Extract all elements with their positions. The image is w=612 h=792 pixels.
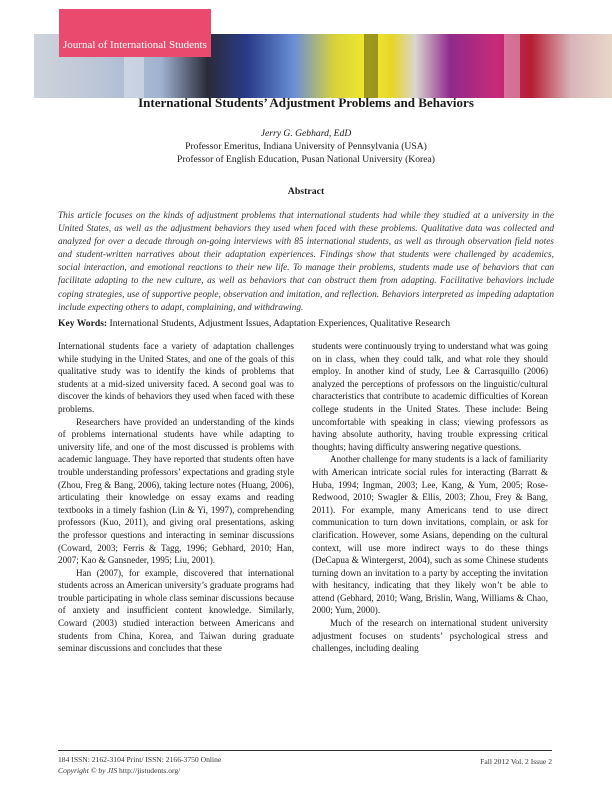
keywords-list: International Students, Adjustment Issues, Adaptation Experiences, Qualitative Research xyxy=(109,318,451,329)
author-name: Jerry G. Gebhard, EdD xyxy=(260,128,352,139)
abstract-heading: Abstract xyxy=(287,186,325,197)
keywords-label: Key Words: xyxy=(58,318,108,329)
banner-fabric-fold xyxy=(364,34,378,98)
copyright-text: Copyright © by JIS xyxy=(58,766,118,775)
body-paragraph: Han (2007), for example, discovered that international students across an American university’s graduate programs had trouble participating in whole class seminar discussions because of anxiety and insufficient content knowledge. Similarly, Coward (2003) studied interaction between Americans and students from China, Korea, and Taiwan during graduate seminar discussions and concludes that these xyxy=(58,567,294,654)
body-column-left xyxy=(58,340,294,655)
footer-copyright xyxy=(58,766,180,775)
journal-name: Journal of International Students xyxy=(63,39,207,51)
footer-issn: 184 ISSN: 2162-3104 Print/ ISSN: 2166-3750 Online xyxy=(58,755,222,764)
body-paragraph: students were continuously trying to understand what was going on in class, when they could talk, and what role they should employ. In another kind of study, Lee & Carrasquillo (2006) analyzed the perceptions of professors on the linguistic/cultural characteristics that contribute to academic difficulties of Korean college students in the United States. These include: Being uncomfortable with speaking in class; viewing professors as having absolute authority, having trouble expressing critical thoughts; having difficulty answering negative questions. xyxy=(312,341,548,452)
banner-fabric-fold xyxy=(504,34,520,98)
body-paragraph: International students face a variety of adaptation challenges while studying in the United States, and one of the goals of this qualitative study was to identify the kinds of problems that students at a mid-sized university faced. A second goal was to discover the kinds of behaviors they used when faced with these problems. xyxy=(58,341,294,414)
body-paragraph: Much of the research on international student university adjustment focuses on students’ psychological stress and challenges, including dealing xyxy=(312,618,548,654)
author-affiliation-2: Professor of English Education, Pusan National University (Korea) xyxy=(177,154,435,165)
footer-divider xyxy=(58,750,552,751)
body-column-right xyxy=(312,340,548,655)
body-paragraph: Another challenge for many students is a lack of familiarity with American intricate social rules for interacting (Barratt & Huba, 1994; Ingman, 2003; Lee, Kang, & Yum, 2005; Rose-Redwood, 2010; Swagler & Ellis, 2003; Zhou, Frey & Bang, 2011). For example, many Americans tend to use direct communication to turn down invitations, complain, or ask for clarification. However, some Asians, depending on the cultural context, will use more indirect ways to do these things (DeCapua & Wintergerst, 2004), such as some Chinese students turning down an invitation to a party by accepting the invitation with hesitancy, indicating that they likely won’t be able to attend (Gebhard, 2010; Wang, Brislin, Wang, Williams & Chao, 2000; Yum, 2000). xyxy=(312,454,548,616)
article-title: International Students’ Adjustment Problems and Behaviors xyxy=(138,95,474,110)
footer-issue: Fall 2012 Vol. 2 Issue 2 xyxy=(480,757,552,766)
author-affiliation-1: Professor Emeritus, Indiana University of Pennsylvania (USA) xyxy=(185,141,427,152)
body-paragraph: Researchers have provided an understanding of the kinds of problems international students have while adapting to university life, and one of the most discussed is problems with academic language. They have reported that students often have trouble understanding professors’ expectations and grading style (Zhou, Freg & Bang, 2006), taking lecture notes (Huang, 2006), articulating their knowledge on essay exams and reading textbooks in a timely fashion (Lin & Yi, 1997), comprehending professors (Kuo, 2011), and giving oral presentations, asking the professor questions and interacting in seminar discussions (Coward, 2003; Ferris & Tagg, 1996; Gebhard, 2010; Han, 2007; Kao & Gansneder, 1995; Liu, 2001). xyxy=(58,416,294,566)
journal-url-link[interactable]: http://jistudents.org/ xyxy=(119,766,181,775)
abstract-text: This article focuses on the kinds of adjustment problems that international students had while they studied at a university in the United States, as well as the adjustment behaviors they used when faced with these problems. Qualitative data was collected and analyzed for over a decade through on-going interviews with 85 international students, as well as through observation field notes and student-written narratives about their adaptation experiences. Findings show that students were challenged by academics, social interaction, and emotional reactions to their new life. To manage their problems, students made use of behaviors that can facilitate adapting to the new culture, as well as behaviors that can obstruct them from adapting. Facilitative behaviors include coping strategies, use of supportive people, observation and imitation, and reflection. Behaviors interpreted as impeding adaptation include expecting others to adapt, complaining, and withdrawing. xyxy=(58,211,554,313)
keywords-line xyxy=(58,318,578,329)
journal-name-tag xyxy=(59,9,211,57)
